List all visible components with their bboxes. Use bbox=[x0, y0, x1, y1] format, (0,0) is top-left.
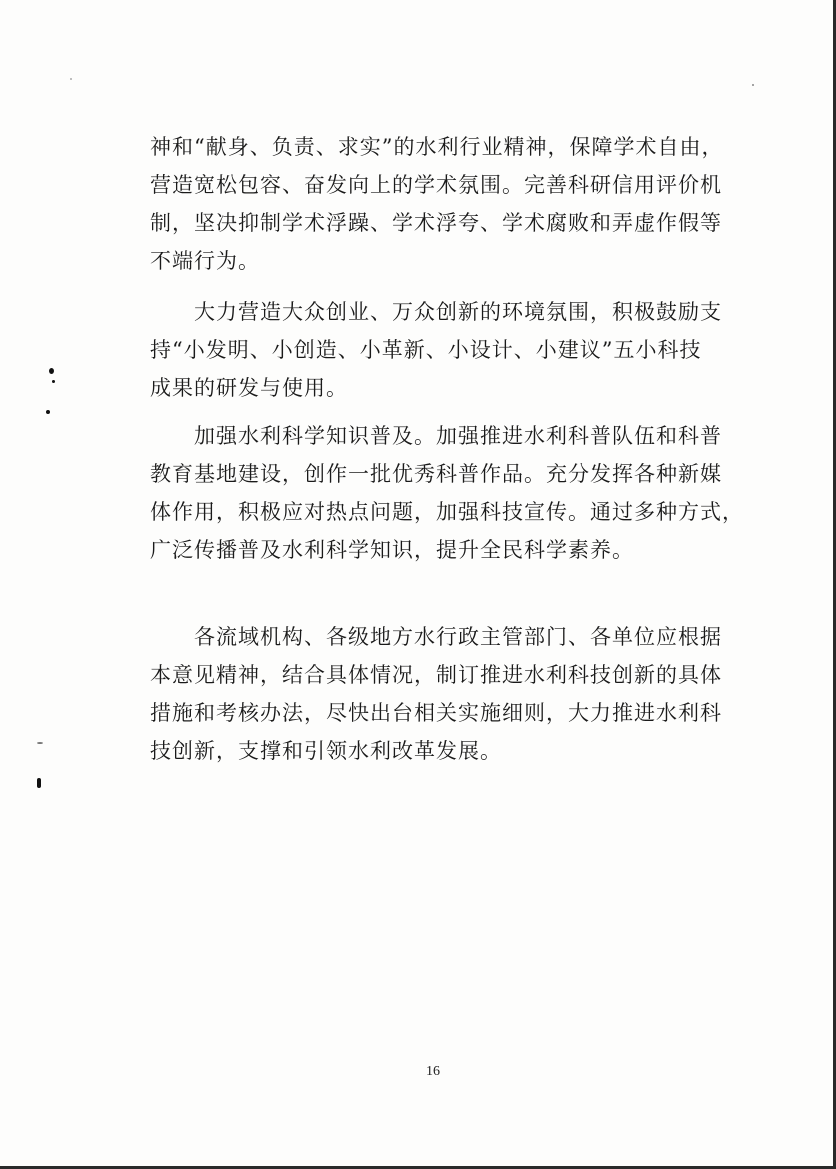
paragraph-4 bbox=[150, 618, 730, 770]
paragraph-line: 营造宽松包容、奋发向上的学术氛围。完善科研信用评价机 bbox=[150, 173, 722, 197]
paragraph-line: 持“小发明、小创造、小革新、小设计、小建议”五小科技 bbox=[150, 338, 702, 362]
scan-speck bbox=[752, 84, 754, 86]
scan-speck bbox=[37, 742, 43, 744]
paragraph-2 bbox=[150, 293, 730, 407]
scan-speck bbox=[37, 778, 41, 788]
scan-speck bbox=[49, 368, 54, 374]
paragraph-line: 神和“献身、负责、求实”的水利行业精神，保障学术自由， bbox=[150, 135, 724, 159]
scan-speck bbox=[70, 78, 72, 80]
paragraph-3 bbox=[150, 417, 744, 569]
paragraph-line: 不端行为。 bbox=[150, 249, 260, 273]
page-number: 16 bbox=[426, 1064, 440, 1079]
paragraph-line: 教育基地建设，创作一批优秀科普作品。充分发挥各种新媒 bbox=[150, 462, 722, 486]
paragraph-line: 广泛传播普及水利科学知识，提升全民科学素养。 bbox=[150, 538, 634, 562]
paragraph-1 bbox=[150, 128, 730, 280]
scan-speck bbox=[52, 380, 55, 383]
paragraph-line: 加强水利科学知识普及。加强推进水利科普队伍和科普 bbox=[194, 424, 722, 448]
paragraph-line: 大力营造大众创业、万众创新的环境氛围，积极鼓励支 bbox=[194, 300, 722, 324]
paragraph-line: 本意见精神，结合具体情况，制订推进水利科技创新的具体 bbox=[150, 663, 722, 687]
scan-speck bbox=[46, 410, 50, 414]
paragraph-line: 体作用，积极应对热点问题，加强科技宣传。通过多种方式， bbox=[150, 500, 744, 524]
paragraph-line: 制，坚决抑制学术浮躁、学术浮夸、学术腐败和弄虚作假等 bbox=[150, 211, 722, 235]
paragraph-line: 成果的研发与使用。 bbox=[150, 376, 348, 400]
paragraph-line: 各流域机构、各级地方水行政主管部门、各单位应根据 bbox=[194, 625, 722, 649]
paragraph-line: 措施和考核办法，尽快出台相关实施细则，大力推进水利科 bbox=[150, 701, 722, 725]
paragraph-line: 技创新，支撑和引领水利改革发展。 bbox=[150, 739, 502, 763]
